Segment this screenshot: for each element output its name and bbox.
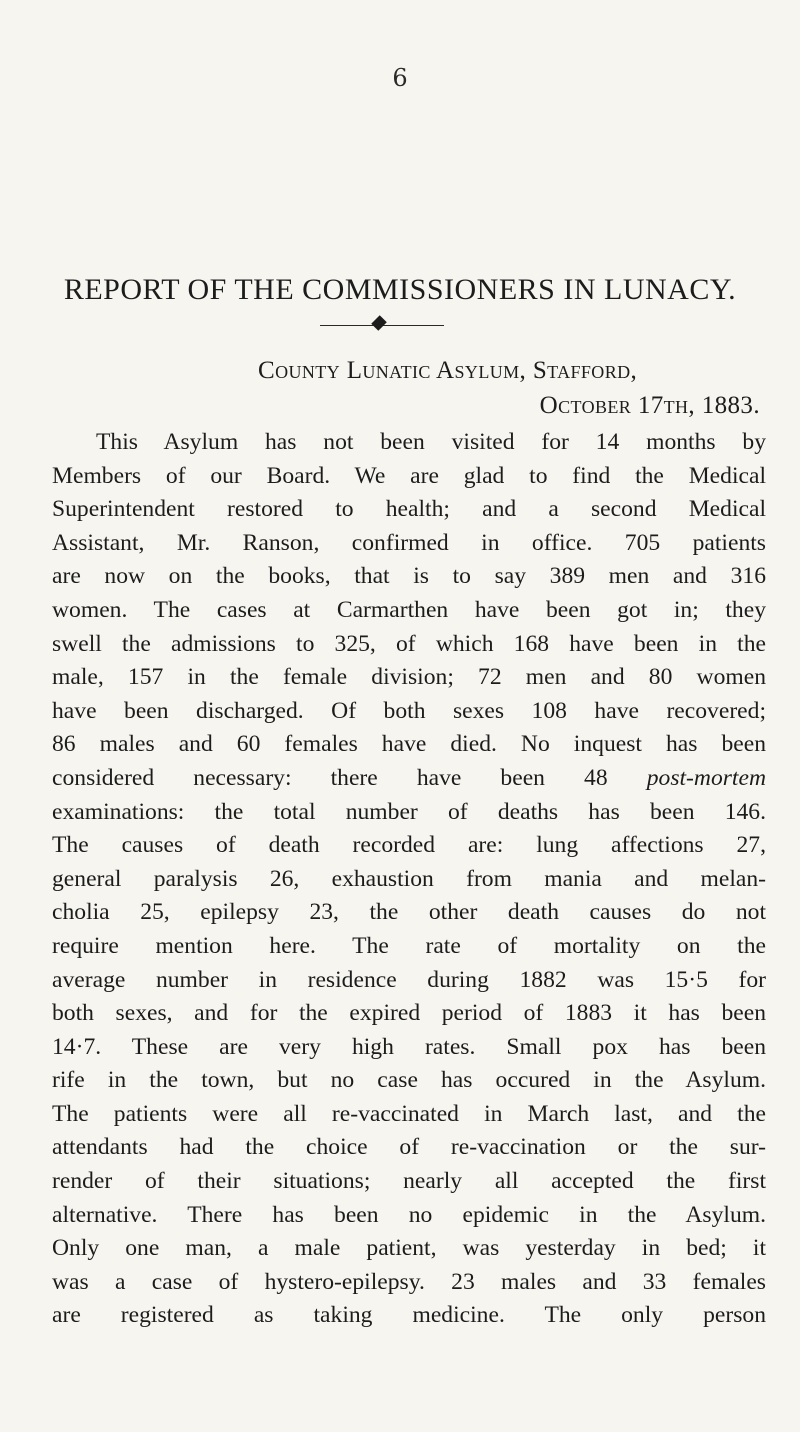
body-line: render of their situations; nearly all accepted the first — [52, 1168, 766, 1195]
body-line: Assistant, Mr. Ranson, confirmed in office. 705 patients — [52, 529, 766, 556]
body-line-postmortem: considered necessary: there have been 48 post-mortem — [52, 764, 766, 791]
page-number: 6 — [392, 64, 408, 92]
body-line: are now on the books, that is to say 389 men and 316 — [52, 563, 766, 590]
body-line: male, 157 in the female division; 72 men and 80 women — [52, 664, 766, 691]
report-title: REPORT OF THE COMMISSIONERS IN LUNACY. — [63, 273, 737, 306]
body-line: both sexes, and for the expired period of 1883 it has been — [52, 1000, 766, 1027]
body-line: are registered as taking medicine. The only person — [52, 1302, 766, 1329]
body-line: Members of our Board. We are glad to find the Medical — [52, 462, 766, 489]
body-line: This Asylum has not been visited for 14 months by — [96, 429, 766, 455]
body-line: swell the admissions to 325, of which 168 have been in the — [52, 630, 766, 657]
body-line: 14·7. These are very high rates. Small pox has been — [52, 1033, 766, 1060]
report-body — [52, 426, 766, 1333]
visit-date: October 17th, 1883. — [539, 392, 760, 419]
asylum-location: County Lunatic Asylum, Stafford, — [258, 357, 638, 384]
divider-diamond-icon — [371, 315, 387, 331]
body-line: rife in the town, but no case has occured in the Asylum. — [52, 1067, 766, 1094]
body-line: attendants had the choice of re-vaccination or the sur- — [52, 1134, 766, 1161]
body-line: cholia 25, epilepsy 23, the other death causes do not — [52, 899, 766, 926]
body-line: general paralysis 26, exhaustion from mania and melan- — [52, 865, 766, 892]
body-line: have been discharged. Of both sexes 108 have recovered; — [52, 697, 766, 724]
body-line: Only one man, a male patient, was yesterday in bed; it — [52, 1235, 766, 1262]
body-line: 86 males and 60 females have died. No inquest has been — [52, 731, 766, 758]
body-line: The patients were all re-vaccinated in March last, and the — [52, 1100, 766, 1127]
body-line: The causes of death recorded are: lung affections 27, — [52, 832, 766, 859]
body-line: was a case of hystero-epilepsy. 23 males and 33 females — [52, 1268, 766, 1295]
body-line: alternative. There has been no epidemic in the Asylum. — [52, 1201, 766, 1228]
body-line: Superintendent restored to health; and a second Medical — [52, 496, 766, 523]
body-line: average number in residence during 1882 was 15·5 for — [52, 966, 766, 993]
body-line: women. The cases at Carmarthen have been got in; they — [52, 596, 766, 623]
body-line: require mention here. The rate of mortality on the — [52, 932, 766, 959]
italic-term: post-mortem — [646, 764, 766, 791]
body-line: examinations: the total number of deaths has been 146. — [52, 798, 766, 825]
